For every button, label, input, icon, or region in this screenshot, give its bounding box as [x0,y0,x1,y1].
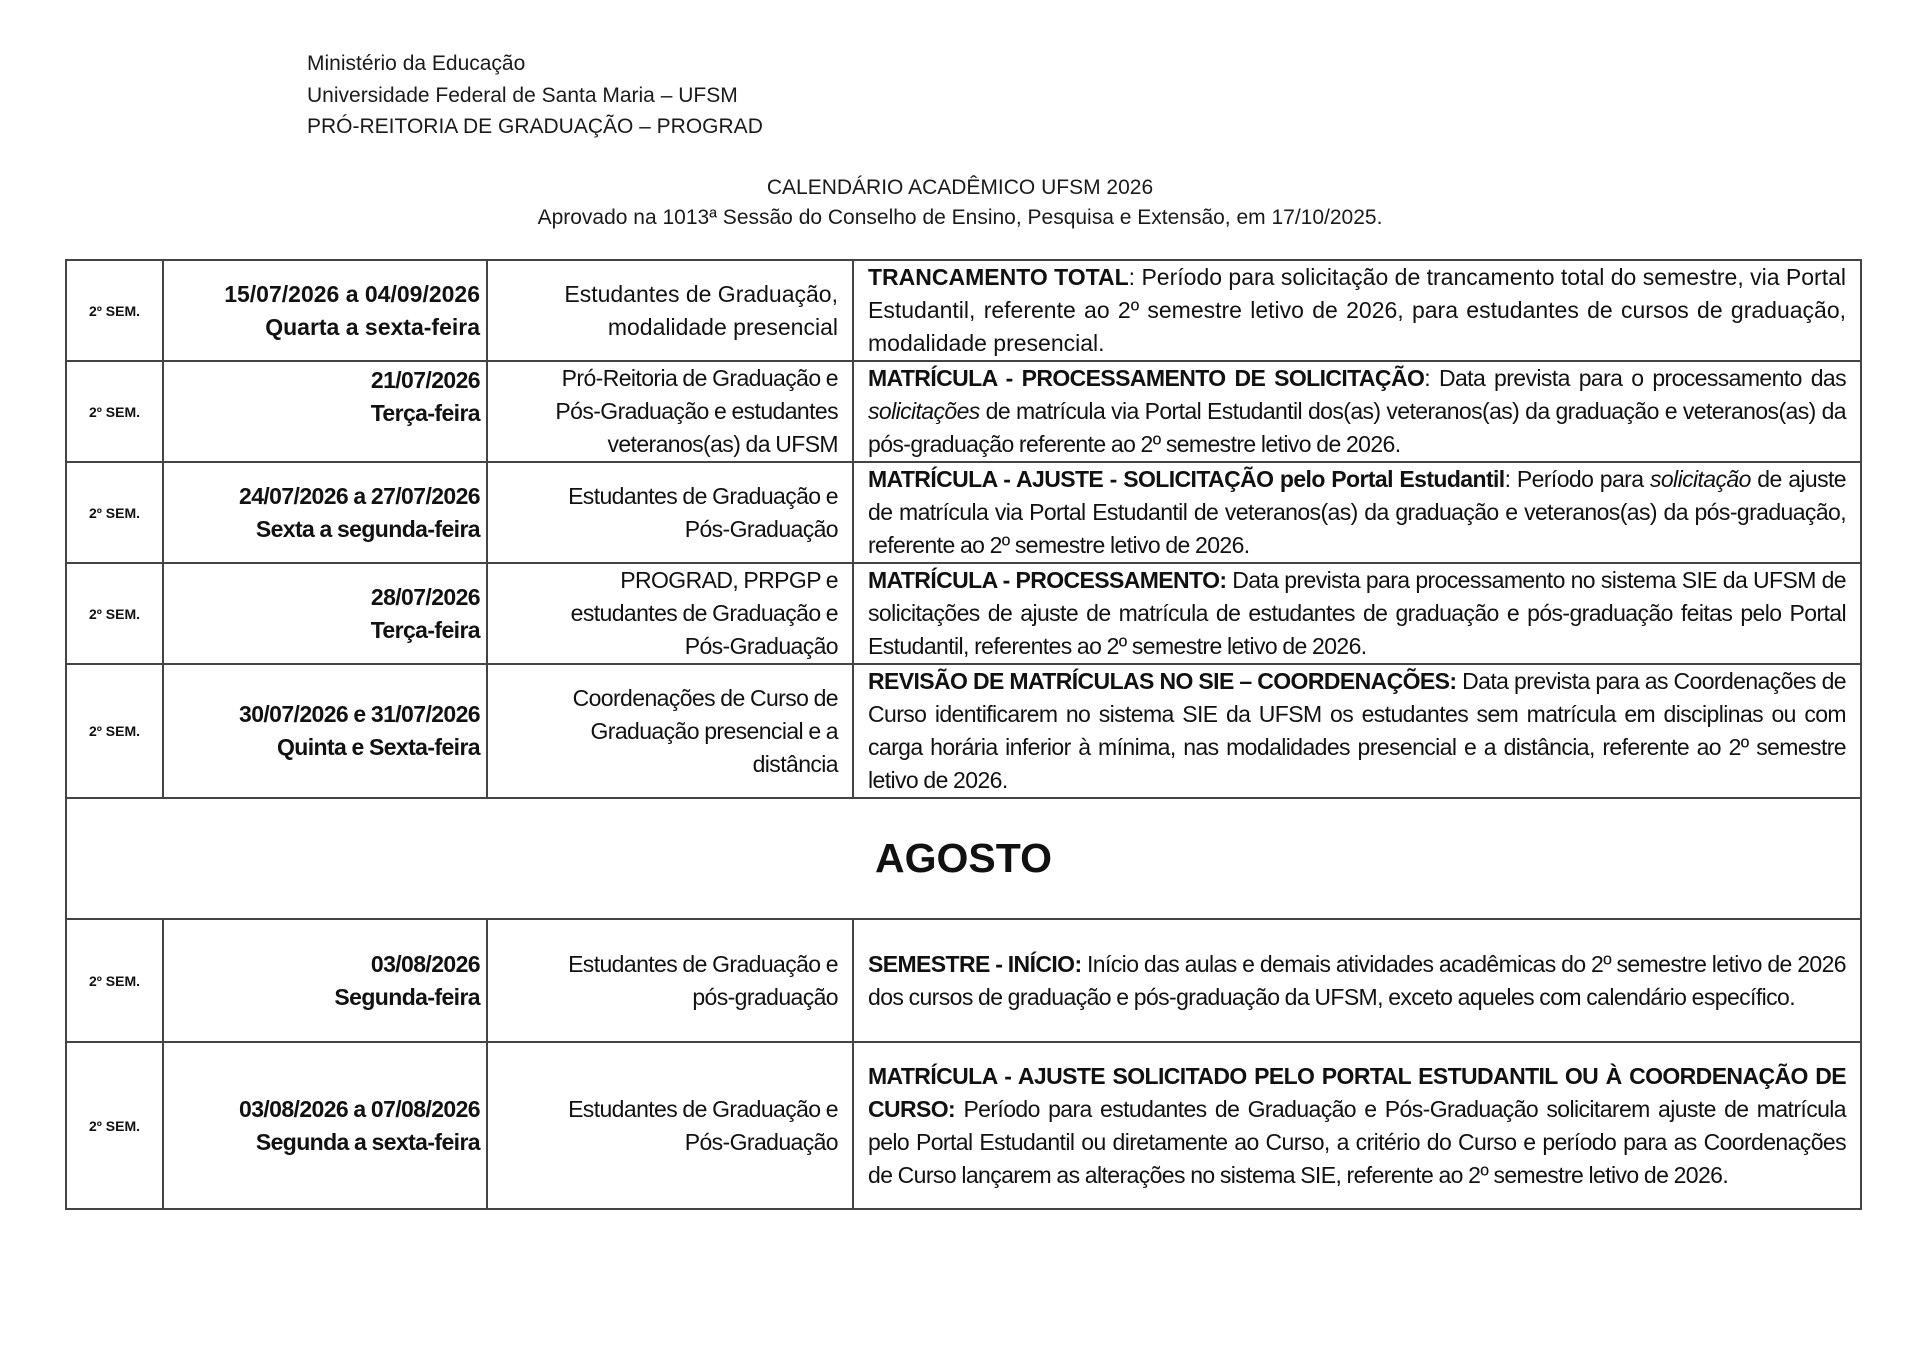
audience-line: Pós-Graduação [684,1128,838,1155]
event-title: MATRÍCULA - AJUSTE - SOLICITAÇÃO pelo Portal Estudantil [868,466,1505,492]
description-cell [853,361,1861,462]
event-text-italic: solicitação [1649,466,1751,492]
audience-cell [487,1042,853,1209]
semester-cell: 2º SEM. [66,361,163,462]
date-cell [163,260,487,361]
event-text: Data prevista para o processamento das [1438,365,1846,391]
audience-cell [487,919,853,1042]
table-row [66,563,1861,664]
audience-line: Estudantes de Graduação e [568,482,838,509]
audience-line: Coordenações de Curso de [572,684,838,711]
audience-line: Estudantes de Graduação, [564,280,838,307]
description-cell [853,1042,1861,1209]
date-cell [163,664,487,798]
table-row [66,462,1861,563]
audience-cell [487,563,853,664]
semester-cell: 2º SEM. [66,664,163,798]
separator: : [1128,264,1142,290]
month-divider-row [66,798,1861,919]
weekday: Terça-feira [370,400,480,426]
date-cell [163,1042,487,1209]
calendar-table [65,259,1862,1210]
semester-cell: 2º SEM. [66,919,163,1042]
semester-cell: 2º SEM. [66,462,163,563]
calendar-title: CALENDÁRIO ACADÊMICO UFSM 2026 [766,176,1154,199]
date-cell [163,563,487,664]
document-titles [0,173,1920,233]
weekday: Sexta a segunda-feira [255,515,480,542]
event-text: Período para [1516,466,1650,492]
audience-cell [487,664,853,798]
event-text: Período para solicitação de trancamento total do semestre, via Portal Estudantil, referente ao 2º semestre letivo de 2026, para estudantes de cursos de graduação, modalidade presencial. [868,264,1847,356]
event-title: MATRÍCULA - PROCESSAMENTO: [868,567,1227,593]
audience-line: PROGRAD, PRPGP e [620,567,838,593]
semester-cell: 2º SEM. [66,260,163,361]
table-row [66,919,1861,1042]
prorectorate-line: PRÓ-REITORIA DE GRADUAÇÃO – PROGRAD [307,115,763,138]
event-title: MATRÍCULA - AJUSTE SOLICITADO PELO PORTAL ESTUDANTIL OU À COORDENAÇÃO DE CURSO: [868,1062,1846,1122]
audience-line: Pró-Reitoria de Graduação e [561,365,838,391]
table-row [66,1042,1861,1209]
date-cell [163,361,487,462]
description-cell [853,664,1861,798]
audience-line: Pós-Graduação e estudantes [555,398,838,424]
date-range: 03/08/2026 a 07/08/2026 [239,1095,480,1122]
audience-line: distância [752,750,838,777]
date-range: 15/07/2026 a 04/09/2026 [224,280,480,307]
audience-cell [487,462,853,563]
audience-line: Pós-Graduação [684,515,838,542]
weekday: Segunda a sexta-feira [255,1128,480,1155]
event-text: Período para estudantes de Graduação e Pós-Graduação solicitarem ajuste de matrícula pelo Portal Estudantil ou diretamente ao Curso, a critério do Curso e período para as Coordenações de Curso lançarem as alterações no sistema SIE, referente ao 2º semestre letivo de 2026. [868,1095,1846,1188]
description-cell [853,919,1861,1042]
date-range: 28/07/2026 [370,583,480,610]
event-text-italic: solicitações [868,398,980,424]
weekday: Terça-feira [370,616,480,643]
audience-line: Graduação presencial e a [590,717,838,744]
date-cell [163,919,487,1042]
semester-cell: 2º SEM. [66,563,163,664]
date-range: 24/07/2026 a 27/07/2026 [239,482,480,509]
weekday: Quarta a sexta-feira [265,313,480,340]
audience-line: veteranos(as) da UFSM [607,431,838,457]
table-row [66,361,1861,462]
university-line: Universidade Federal de Santa Maria – UFSM [307,83,738,107]
event-text: Data prevista para as Coordenações de Curso identificarem no sistema SIE da UFSM os estudantes sem matrícula em disciplinas ou com carga horária inferior à mínima, nas modalidades presencial e a distância, referente ao 2º semestre letivo de 2026. [868,668,1846,793]
separator: : [1504,466,1517,492]
approval-subtitle: Aprovado na 1013ª Sessão do Conselho de Ensino, Pesquisa e Extensão, em 17/10/2025. [537,206,1383,229]
month-heading: AGOSTO [66,798,1861,919]
event-text: de ajuste de matrícula via Portal Estudantil de veteranos(as) da graduação e veteranos(as) da pós-graduação, referente ao 2º semestre letivo de 2026. [868,466,1846,558]
event-title: SEMESTRE - INÍCIO: [868,950,1082,977]
audience-line: pós-graduação [692,983,838,1010]
event-text: Início das aulas e demais atividades acadêmicas do 2º semestre letivo de 2026 dos cursos de graduação e pós-graduação da UFSM, exceto aqueles com calendário específico. [868,950,1846,1010]
audience-line: modalidade presencial [607,313,838,340]
weekday: Quinta e Sexta-feira [276,734,480,760]
document-header [307,48,763,143]
event-title: MATRÍCULA - PROCESSAMENTO DE SOLICITAÇÃO [868,365,1425,391]
ministry-line: Ministério da Educação [307,52,526,75]
date-range: 30/07/2026 e 31/07/2026 [239,701,480,727]
date-range: 03/08/2026 [370,950,480,977]
event-title: TRANCAMENTO TOTAL [868,264,1129,290]
separator: : [1424,365,1439,391]
audience-line: Pós-Graduação [684,633,838,659]
date-cell [163,462,487,563]
event-title: REVISÃO DE MATRÍCULAS NO SIE – COORDENAÇÕES: [868,668,1457,694]
audience-line: estudantes de Graduação e [570,600,838,626]
audience-line: Estudantes de Graduação e [568,1095,838,1122]
audience-cell [487,361,853,462]
event-text: Data prevista para processamento no sistema SIE da UFSM de solicitações de ajuste de matrícula de estudantes de graduação e pós-graduação feitas pelo Portal Estudantil, referentes ao 2º semestre letivo de 2026. [868,567,1846,659]
event-text: de matrícula via Portal Estudantil dos(as) veteranos(as) da graduação e veteranos(as) da pós-graduação referente ao 2º semestre letivo de 2026. [868,398,1846,457]
description-cell [853,462,1861,563]
table-row [66,260,1861,361]
weekday: Segunda-feira [334,983,480,1010]
audience-cell [487,260,853,361]
table-row [66,664,1861,798]
semester-cell: 2º SEM. [66,1042,163,1209]
description-cell [853,563,1861,664]
description-cell [853,260,1861,361]
audience-line: Estudantes de Graduação e [568,950,838,977]
date-range: 21/07/2026 [370,367,480,393]
